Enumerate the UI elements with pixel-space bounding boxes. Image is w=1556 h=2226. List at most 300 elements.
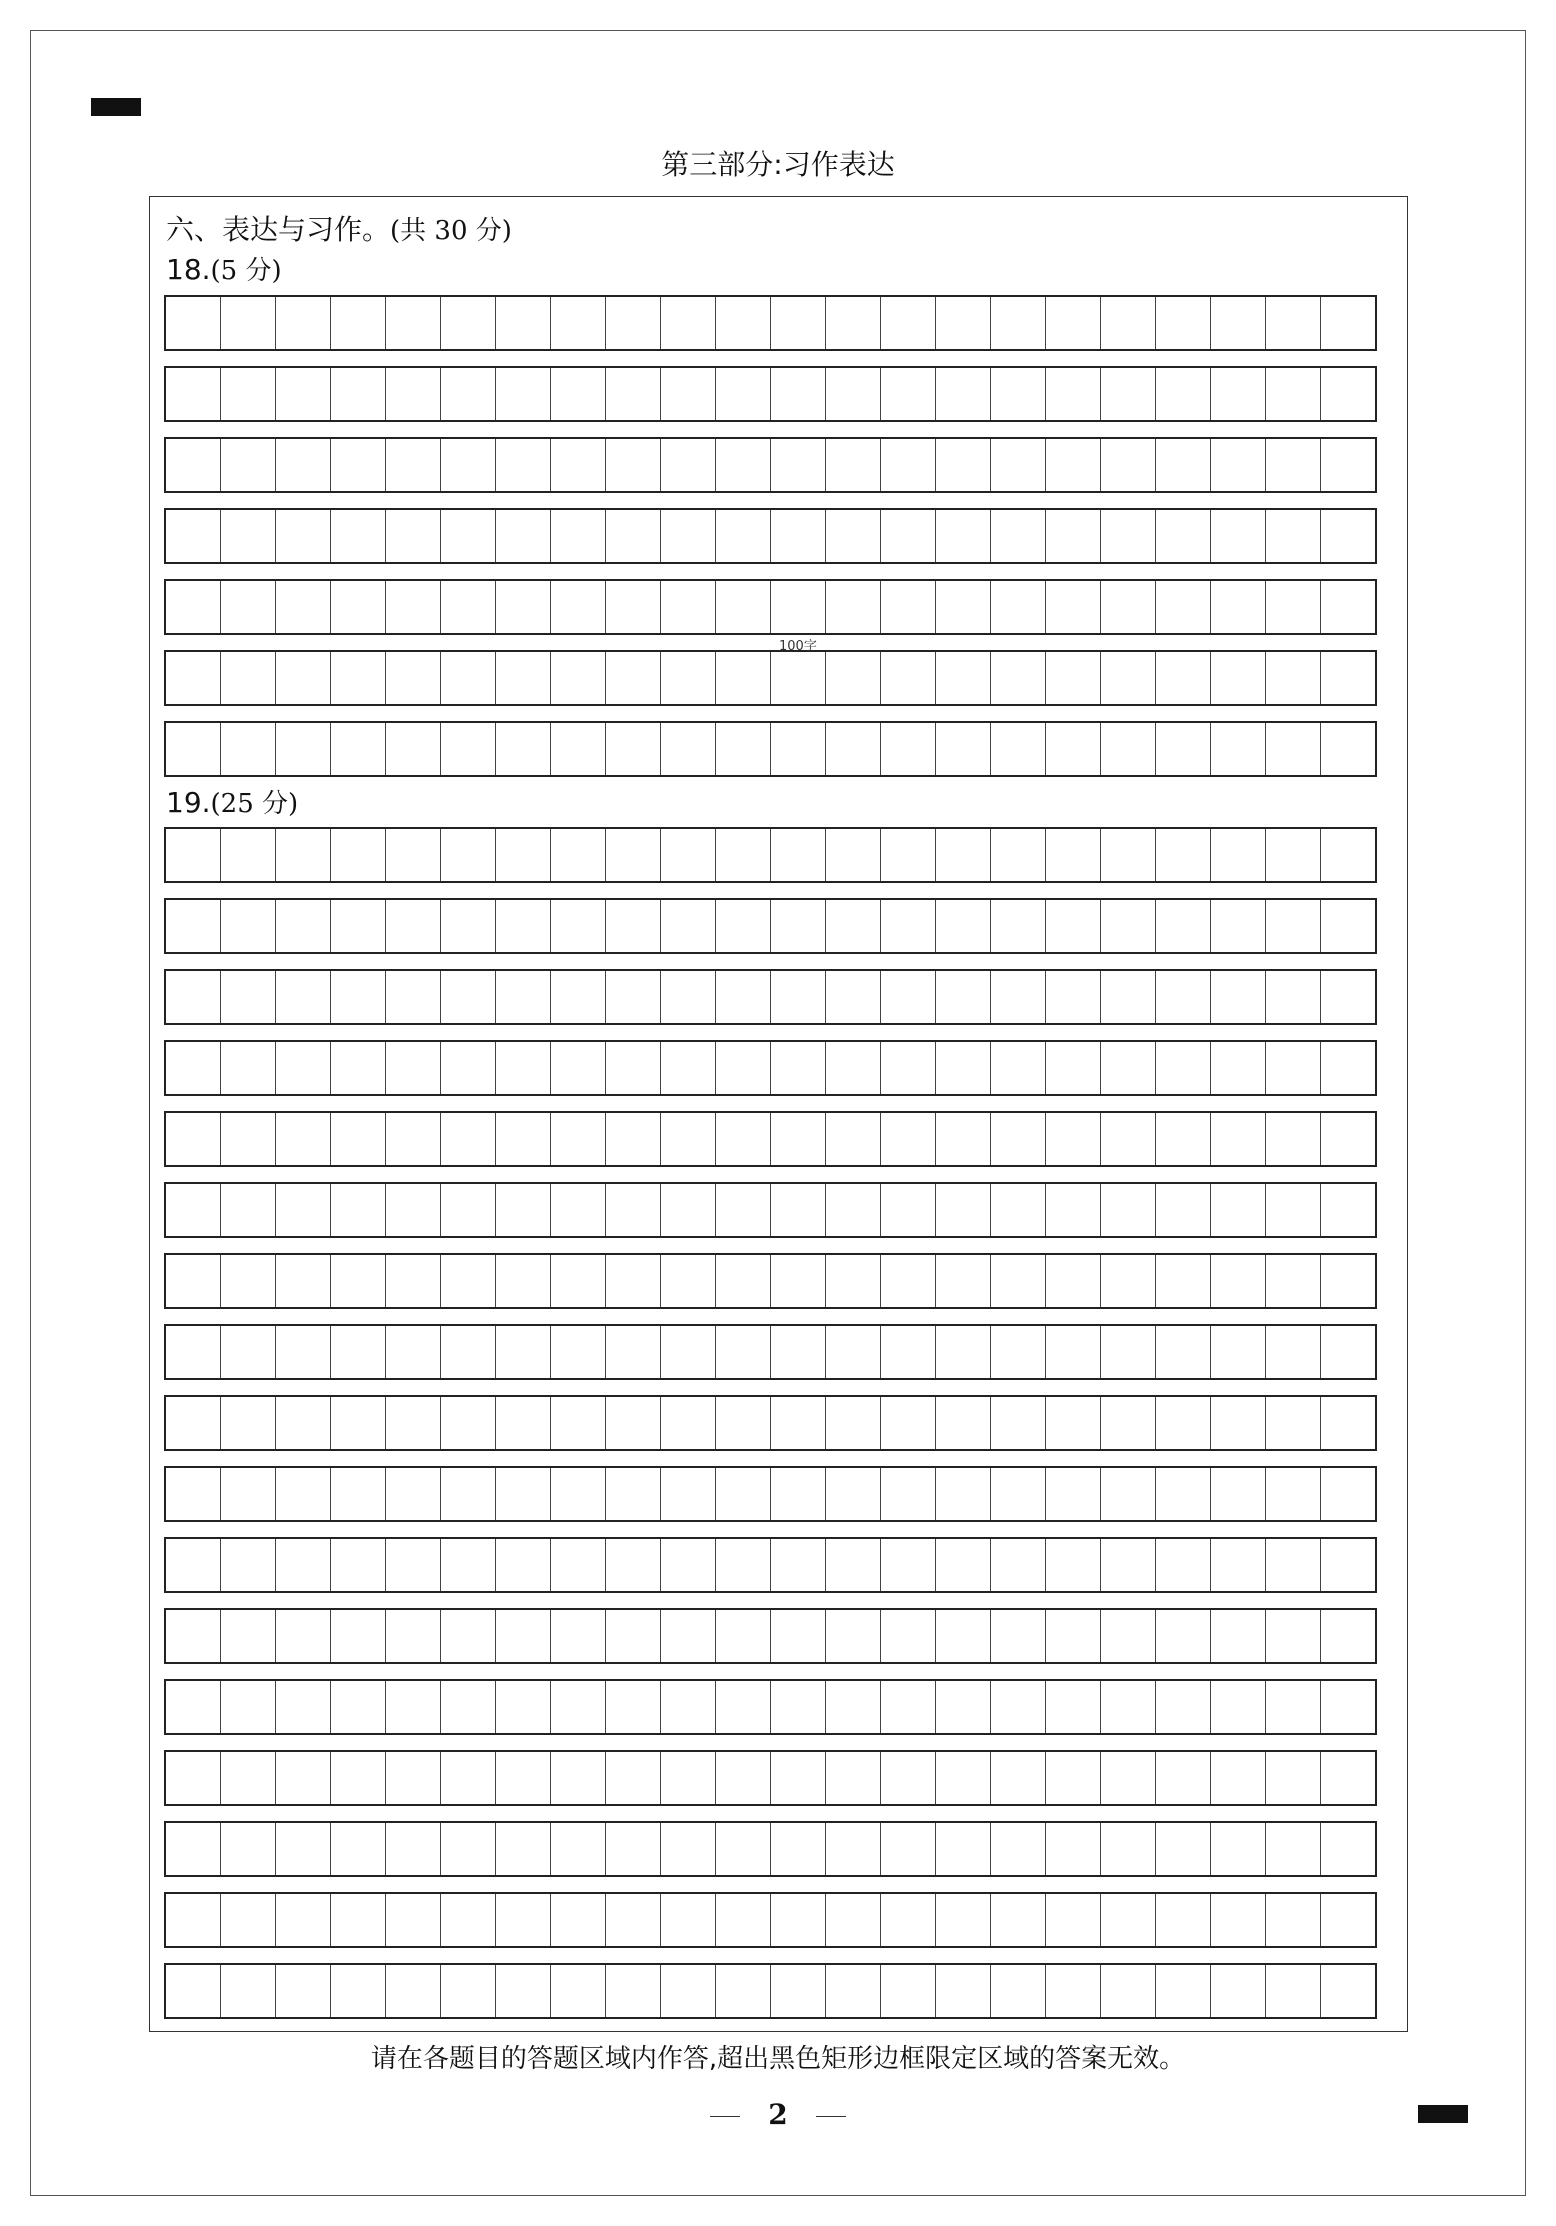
- writing-cell[interactable]: [1046, 1255, 1101, 1307]
- writing-cell[interactable]: [936, 1539, 991, 1591]
- writing-cell[interactable]: [276, 1965, 331, 2017]
- writing-cell[interactable]: [1156, 439, 1211, 491]
- writing-cell[interactable]: [276, 1397, 331, 1449]
- writing-cell[interactable]: [1156, 1326, 1211, 1378]
- writing-cell[interactable]: [1321, 1042, 1375, 1094]
- writing-cell[interactable]: [496, 1255, 551, 1307]
- writing-cell[interactable]: [1156, 829, 1211, 881]
- writing-cell[interactable]: [496, 1539, 551, 1591]
- writing-cell[interactable]: [881, 297, 936, 349]
- writing-cell[interactable]: [661, 1326, 716, 1378]
- writing-cell[interactable]: [1211, 510, 1266, 562]
- writing-cell[interactable]: [1266, 829, 1321, 881]
- writing-cell[interactable]: [661, 439, 716, 491]
- writing-cell[interactable]: [606, 971, 661, 1023]
- writing-cell[interactable]: [661, 723, 716, 775]
- writing-cell[interactable]: [331, 1894, 386, 1946]
- writing-cell[interactable]: [661, 900, 716, 952]
- writing-cell[interactable]: [496, 971, 551, 1023]
- writing-cell[interactable]: [1211, 297, 1266, 349]
- writing-cell[interactable]: [1211, 1894, 1266, 1946]
- writing-cell[interactable]: [826, 1397, 881, 1449]
- writing-cell[interactable]: [1266, 723, 1321, 775]
- writing-cell[interactable]: [1046, 1042, 1101, 1094]
- writing-cell[interactable]: [991, 581, 1046, 633]
- writing-cell[interactable]: [166, 581, 221, 633]
- writing-cell[interactable]: [441, 1326, 496, 1378]
- writing-cell[interactable]: [551, 1539, 606, 1591]
- writing-cell[interactable]: [331, 652, 386, 704]
- writing-cell[interactable]: [441, 1965, 496, 2017]
- writing-cell[interactable]: [1211, 368, 1266, 420]
- writing-cell[interactable]: [496, 900, 551, 952]
- writing-cell[interactable]: [936, 1681, 991, 1733]
- writing-cell[interactable]: [1156, 368, 1211, 420]
- writing-cell[interactable]: [1101, 1326, 1156, 1378]
- writing-cell[interactable]: [551, 652, 606, 704]
- writing-cell[interactable]: [386, 1610, 441, 1662]
- writing-cell[interactable]: [1211, 1113, 1266, 1165]
- writing-cell[interactable]: [1156, 1255, 1211, 1307]
- writing-cell[interactable]: [1046, 1894, 1101, 1946]
- writing-cell[interactable]: [331, 1823, 386, 1875]
- writing-cell[interactable]: [386, 1539, 441, 1591]
- writing-cell[interactable]: [1156, 1823, 1211, 1875]
- writing-cell[interactable]: [1266, 1894, 1321, 1946]
- writing-cell[interactable]: [276, 652, 331, 704]
- writing-cell[interactable]: [551, 1965, 606, 2017]
- writing-cell[interactable]: [936, 439, 991, 491]
- writing-cell[interactable]: [166, 900, 221, 952]
- writing-cell[interactable]: [881, 581, 936, 633]
- writing-cell[interactable]: [1266, 1042, 1321, 1094]
- writing-cell[interactable]: [331, 971, 386, 1023]
- writing-cell[interactable]: [496, 297, 551, 349]
- writing-cell[interactable]: [276, 1184, 331, 1236]
- writing-cell[interactable]: [166, 1468, 221, 1520]
- writing-cell[interactable]: [276, 1468, 331, 1520]
- writing-cell[interactable]: [661, 581, 716, 633]
- writing-cell[interactable]: [1266, 1397, 1321, 1449]
- writing-cell[interactable]: [716, 1965, 771, 2017]
- writing-cell[interactable]: [1321, 1255, 1375, 1307]
- writing-cell[interactable]: [1046, 368, 1101, 420]
- writing-cell[interactable]: [606, 1752, 661, 1804]
- writing-cell[interactable]: [991, 1681, 1046, 1733]
- writing-cell[interactable]: [1211, 1539, 1266, 1591]
- writing-cell[interactable]: [331, 1113, 386, 1165]
- writing-cell[interactable]: [221, 297, 276, 349]
- writing-cell[interactable]: [936, 581, 991, 633]
- writing-cell[interactable]: [1046, 510, 1101, 562]
- writing-cell[interactable]: [1156, 1397, 1211, 1449]
- writing-cell[interactable]: [386, 581, 441, 633]
- writing-cell[interactable]: [1156, 1042, 1211, 1094]
- writing-cell[interactable]: [496, 723, 551, 775]
- writing-cell[interactable]: [221, 1042, 276, 1094]
- writing-cell[interactable]: [551, 297, 606, 349]
- writing-cell[interactable]: [606, 1184, 661, 1236]
- writing-cell[interactable]: [661, 1042, 716, 1094]
- writing-cell[interactable]: [1156, 971, 1211, 1023]
- writing-cell[interactable]: [991, 1184, 1046, 1236]
- writing-cell[interactable]: [331, 1326, 386, 1378]
- writing-cell[interactable]: [386, 1255, 441, 1307]
- writing-cell[interactable]: [1046, 1681, 1101, 1733]
- writing-cell[interactable]: [1046, 1965, 1101, 2017]
- writing-cell[interactable]: [386, 368, 441, 420]
- writing-cell[interactable]: [826, 1539, 881, 1591]
- writing-cell[interactable]: [716, 1823, 771, 1875]
- writing-cell[interactable]: [826, 368, 881, 420]
- writing-cell[interactable]: [936, 1610, 991, 1662]
- writing-cell[interactable]: [1266, 1681, 1321, 1733]
- writing-cell[interactable]: [166, 1326, 221, 1378]
- writing-cell[interactable]: [1321, 829, 1375, 881]
- writing-cell[interactable]: [716, 581, 771, 633]
- writing-cell[interactable]: [221, 652, 276, 704]
- writing-cell[interactable]: [386, 1042, 441, 1094]
- writing-cell[interactable]: [496, 1681, 551, 1733]
- writing-cell[interactable]: [166, 510, 221, 562]
- writing-cell[interactable]: [166, 1894, 221, 1946]
- writing-cell[interactable]: [1266, 1255, 1321, 1307]
- writing-cell[interactable]: [661, 1752, 716, 1804]
- writing-cell[interactable]: [1156, 723, 1211, 775]
- writing-cell[interactable]: [1211, 652, 1266, 704]
- writing-cell[interactable]: [1156, 581, 1211, 633]
- writing-cell[interactable]: [276, 1610, 331, 1662]
- writing-cell[interactable]: [991, 1397, 1046, 1449]
- writing-cell[interactable]: [221, 971, 276, 1023]
- writing-cell[interactable]: [496, 1610, 551, 1662]
- writing-cell[interactable]: [1211, 581, 1266, 633]
- writing-cell[interactable]: [771, 1894, 826, 1946]
- writing-cell[interactable]: [771, 510, 826, 562]
- writing-cell[interactable]: [441, 829, 496, 881]
- writing-cell[interactable]: [881, 1965, 936, 2017]
- writing-cell[interactable]: [606, 723, 661, 775]
- writing-cell[interactable]: [1101, 1610, 1156, 1662]
- writing-cell[interactable]: [606, 829, 661, 881]
- writing-cell[interactable]: [881, 1397, 936, 1449]
- writing-cell[interactable]: [771, 1610, 826, 1662]
- writing-cell[interactable]: [441, 297, 496, 349]
- writing-cell[interactable]: [166, 439, 221, 491]
- writing-cell[interactable]: [1046, 1468, 1101, 1520]
- writing-cell[interactable]: [881, 1752, 936, 1804]
- writing-cell[interactable]: [826, 1752, 881, 1804]
- writing-cell[interactable]: [1266, 581, 1321, 633]
- writing-cell[interactable]: [1321, 900, 1375, 952]
- writing-cell[interactable]: [716, 439, 771, 491]
- writing-cell[interactable]: [991, 1823, 1046, 1875]
- writing-cell[interactable]: [606, 368, 661, 420]
- writing-cell[interactable]: [1211, 1681, 1266, 1733]
- writing-cell[interactable]: [606, 1397, 661, 1449]
- writing-cell[interactable]: [1156, 1539, 1211, 1591]
- writing-cell[interactable]: [771, 1752, 826, 1804]
- writing-cell[interactable]: [1266, 1539, 1321, 1591]
- writing-cell[interactable]: [826, 581, 881, 633]
- writing-cell[interactable]: [441, 1184, 496, 1236]
- writing-cell[interactable]: [276, 1255, 331, 1307]
- writing-cell[interactable]: [826, 1255, 881, 1307]
- writing-cell[interactable]: [1046, 1752, 1101, 1804]
- writing-cell[interactable]: [551, 1610, 606, 1662]
- writing-cell[interactable]: [1101, 1965, 1156, 2017]
- writing-cell[interactable]: [606, 581, 661, 633]
- writing-cell[interactable]: [276, 368, 331, 420]
- writing-cell[interactable]: [166, 1681, 221, 1733]
- writing-cell[interactable]: [881, 1539, 936, 1591]
- writing-cell[interactable]: [166, 368, 221, 420]
- writing-cell[interactable]: [1211, 1610, 1266, 1662]
- writing-cell[interactable]: [221, 1397, 276, 1449]
- writing-cell[interactable]: [221, 1184, 276, 1236]
- writing-cell[interactable]: [1266, 368, 1321, 420]
- writing-cell[interactable]: [1211, 1042, 1266, 1094]
- writing-cell[interactable]: [551, 1681, 606, 1733]
- writing-cell[interactable]: [881, 1184, 936, 1236]
- writing-cell[interactable]: [386, 1823, 441, 1875]
- writing-cell[interactable]: [551, 829, 606, 881]
- writing-cell[interactable]: [441, 581, 496, 633]
- writing-cell[interactable]: [276, 1539, 331, 1591]
- writing-cell[interactable]: [936, 1752, 991, 1804]
- writing-cell[interactable]: [991, 900, 1046, 952]
- writing-cell[interactable]: [496, 368, 551, 420]
- writing-cell[interactable]: [1101, 829, 1156, 881]
- writing-cell[interactable]: [1156, 652, 1211, 704]
- writing-cell[interactable]: [441, 900, 496, 952]
- writing-cell[interactable]: [496, 1042, 551, 1094]
- writing-cell[interactable]: [936, 652, 991, 704]
- writing-cell[interactable]: [276, 297, 331, 349]
- writing-cell[interactable]: [386, 723, 441, 775]
- writing-cell[interactable]: [1321, 297, 1375, 349]
- writing-cell[interactable]: [1101, 1042, 1156, 1094]
- writing-cell[interactable]: [276, 1894, 331, 1946]
- writing-cell[interactable]: [826, 1823, 881, 1875]
- writing-cell[interactable]: [661, 1894, 716, 1946]
- writing-cell[interactable]: [221, 1326, 276, 1378]
- writing-cell[interactable]: [716, 1184, 771, 1236]
- writing-cell[interactable]: [1046, 652, 1101, 704]
- writing-cell[interactable]: [881, 1468, 936, 1520]
- writing-cell[interactable]: [1101, 1184, 1156, 1236]
- writing-cell[interactable]: [716, 1397, 771, 1449]
- writing-cell[interactable]: [221, 581, 276, 633]
- writing-cell[interactable]: [496, 1965, 551, 2017]
- writing-cell[interactable]: [386, 510, 441, 562]
- writing-cell[interactable]: [551, 1326, 606, 1378]
- writing-cell[interactable]: [551, 368, 606, 420]
- writing-cell[interactable]: [496, 510, 551, 562]
- writing-cell[interactable]: [1266, 971, 1321, 1023]
- writing-cell[interactable]: [496, 581, 551, 633]
- writing-cell[interactable]: [1101, 723, 1156, 775]
- writing-cell[interactable]: [771, 1681, 826, 1733]
- writing-cell[interactable]: [441, 971, 496, 1023]
- writing-cell[interactable]: [386, 439, 441, 491]
- writing-cell[interactable]: [881, 1042, 936, 1094]
- writing-cell[interactable]: [276, 510, 331, 562]
- writing-cell[interactable]: [496, 1823, 551, 1875]
- writing-cell[interactable]: [716, 1468, 771, 1520]
- writing-cell[interactable]: [221, 510, 276, 562]
- writing-cell[interactable]: [1266, 1752, 1321, 1804]
- writing-cell[interactable]: [936, 1042, 991, 1094]
- writing-cell[interactable]: [1211, 1823, 1266, 1875]
- writing-cell[interactable]: [441, 1113, 496, 1165]
- writing-cell[interactable]: [1321, 1397, 1375, 1449]
- writing-cell[interactable]: [771, 829, 826, 881]
- writing-cell[interactable]: [1211, 971, 1266, 1023]
- writing-cell[interactable]: [1156, 900, 1211, 952]
- writing-cell[interactable]: [386, 971, 441, 1023]
- writing-cell[interactable]: [1101, 971, 1156, 1023]
- writing-cell[interactable]: [771, 368, 826, 420]
- writing-cell[interactable]: [1321, 652, 1375, 704]
- writing-cell[interactable]: [331, 581, 386, 633]
- writing-cell[interactable]: [771, 1113, 826, 1165]
- writing-cell[interactable]: [221, 1894, 276, 1946]
- writing-cell[interactable]: [386, 1184, 441, 1236]
- writing-cell[interactable]: [1266, 1326, 1321, 1378]
- writing-cell[interactable]: [221, 1255, 276, 1307]
- writing-cell[interactable]: [496, 829, 551, 881]
- writing-cell[interactable]: [496, 1113, 551, 1165]
- writing-cell[interactable]: [716, 1326, 771, 1378]
- writing-cell[interactable]: [771, 297, 826, 349]
- writing-cell[interactable]: [661, 1397, 716, 1449]
- writing-cell[interactable]: [276, 829, 331, 881]
- writing-cell[interactable]: [1046, 1184, 1101, 1236]
- writing-cell[interactable]: [826, 1894, 881, 1946]
- writing-cell[interactable]: [1101, 510, 1156, 562]
- writing-cell[interactable]: [221, 829, 276, 881]
- writing-cell[interactable]: [166, 652, 221, 704]
- writing-cell[interactable]: [1211, 1184, 1266, 1236]
- writing-cell[interactable]: [991, 829, 1046, 881]
- writing-cell[interactable]: [496, 1752, 551, 1804]
- writing-cell[interactable]: [276, 1752, 331, 1804]
- writing-cell[interactable]: [661, 1610, 716, 1662]
- writing-cell[interactable]: [606, 510, 661, 562]
- writing-cell[interactable]: [331, 1255, 386, 1307]
- writing-cell[interactable]: [606, 1681, 661, 1733]
- writing-cell[interactable]: [1101, 652, 1156, 704]
- writing-cell[interactable]: [551, 1752, 606, 1804]
- writing-cell[interactable]: [331, 1752, 386, 1804]
- writing-cell[interactable]: [826, 652, 881, 704]
- writing-cell[interactable]: [441, 1823, 496, 1875]
- writing-cell[interactable]: [441, 1894, 496, 1946]
- writing-cell[interactable]: [441, 1681, 496, 1733]
- writing-cell[interactable]: [441, 1042, 496, 1094]
- writing-cell[interactable]: [1321, 1823, 1375, 1875]
- writing-cell[interactable]: [276, 1681, 331, 1733]
- writing-cell[interactable]: [276, 1823, 331, 1875]
- writing-cell[interactable]: [991, 1610, 1046, 1662]
- writing-cell[interactable]: [386, 829, 441, 881]
- writing-cell[interactable]: [936, 1965, 991, 2017]
- writing-cell[interactable]: [1266, 1823, 1321, 1875]
- writing-cell[interactable]: [386, 900, 441, 952]
- writing-cell[interactable]: [661, 1255, 716, 1307]
- writing-cell[interactable]: [386, 1397, 441, 1449]
- writing-cell[interactable]: [606, 1326, 661, 1378]
- writing-cell[interactable]: [1321, 1539, 1375, 1591]
- writing-cell[interactable]: [551, 1113, 606, 1165]
- writing-cell[interactable]: [1321, 1681, 1375, 1733]
- writing-cell[interactable]: [1101, 1823, 1156, 1875]
- writing-cell[interactable]: [661, 297, 716, 349]
- writing-cell[interactable]: [1156, 297, 1211, 349]
- writing-cell[interactable]: [826, 439, 881, 491]
- writing-cell[interactable]: [331, 510, 386, 562]
- writing-cell[interactable]: [936, 1894, 991, 1946]
- writing-cell[interactable]: [276, 439, 331, 491]
- writing-cell[interactable]: [1266, 1610, 1321, 1662]
- writing-cell[interactable]: [1211, 1965, 1266, 2017]
- writing-cell[interactable]: [1266, 1184, 1321, 1236]
- writing-cell[interactable]: [331, 1397, 386, 1449]
- writing-cell[interactable]: [1046, 971, 1101, 1023]
- writing-cell[interactable]: [1101, 1255, 1156, 1307]
- writing-cell[interactable]: [1046, 1397, 1101, 1449]
- writing-cell[interactable]: [661, 1468, 716, 1520]
- writing-cell[interactable]: [551, 1255, 606, 1307]
- writing-cell[interactable]: [716, 1539, 771, 1591]
- writing-cell[interactable]: [386, 1113, 441, 1165]
- writing-cell[interactable]: [1101, 1113, 1156, 1165]
- writing-cell[interactable]: [826, 1113, 881, 1165]
- writing-cell[interactable]: [991, 1894, 1046, 1946]
- writing-cell[interactable]: [606, 1894, 661, 1946]
- writing-cell[interactable]: [1101, 297, 1156, 349]
- writing-cell[interactable]: [551, 1184, 606, 1236]
- writing-cell[interactable]: [1101, 900, 1156, 952]
- writing-cell[interactable]: [716, 900, 771, 952]
- writing-cell[interactable]: [551, 1823, 606, 1875]
- writing-cell[interactable]: [441, 1397, 496, 1449]
- writing-cell[interactable]: [331, 1042, 386, 1094]
- writing-cell[interactable]: [276, 971, 331, 1023]
- writing-cell[interactable]: [991, 368, 1046, 420]
- writing-cell[interactable]: [386, 1752, 441, 1804]
- writing-cell[interactable]: [606, 1113, 661, 1165]
- writing-cell[interactable]: [221, 1468, 276, 1520]
- writing-cell[interactable]: [1156, 1468, 1211, 1520]
- writing-cell[interactable]: [826, 900, 881, 952]
- writing-cell[interactable]: [661, 368, 716, 420]
- writing-cell[interactable]: [716, 297, 771, 349]
- writing-cell[interactable]: [661, 652, 716, 704]
- writing-cell[interactable]: [1156, 1681, 1211, 1733]
- writing-cell[interactable]: [1046, 1113, 1101, 1165]
- writing-cell[interactable]: [661, 1681, 716, 1733]
- writing-cell[interactable]: [1321, 971, 1375, 1023]
- writing-cell[interactable]: [331, 1965, 386, 2017]
- writing-cell[interactable]: [1211, 1468, 1266, 1520]
- writing-cell[interactable]: [1156, 1610, 1211, 1662]
- writing-cell[interactable]: [716, 1610, 771, 1662]
- writing-cell[interactable]: [716, 510, 771, 562]
- writing-cell[interactable]: [166, 1184, 221, 1236]
- writing-cell[interactable]: [221, 1113, 276, 1165]
